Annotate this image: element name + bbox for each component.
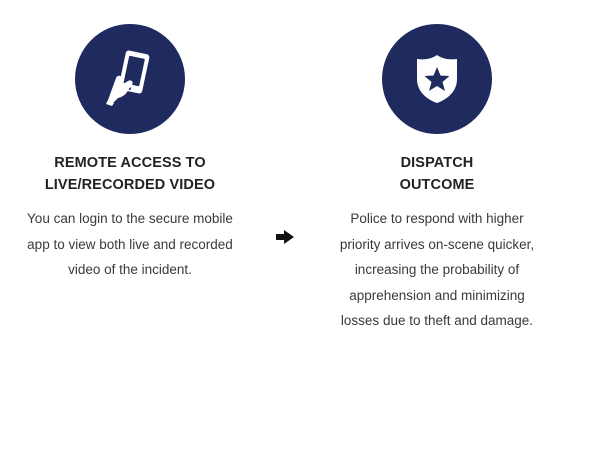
police-badge-icon	[413, 53, 461, 105]
remote-access-icon-circle	[75, 24, 185, 134]
dispatch-title	[322, 152, 552, 196]
remote-access-description: You can login to the secure mobile app to view both live and recorded video of the incident.	[27, 211, 233, 277]
remote-access-title-line2: LIVE/RECORDED VIDEO	[44, 177, 216, 193]
step-dispatch-outcome	[322, 24, 552, 334]
remote-access-title	[15, 152, 245, 196]
dispatch-icon-circle	[382, 24, 492, 134]
remote-access-title-line1: REMOTE ACCESS TO	[54, 155, 206, 171]
dispatch-title-line1: DISPATCH	[400, 155, 474, 171]
step-remote-access	[15, 24, 245, 283]
dispatch-description: Police to respond with higher priority arrives on-scene quicker, increasing the probability of apprehension and minimizing losses due to theft and damage.	[339, 211, 535, 328]
right-arrow-icon	[276, 230, 294, 244]
mobile-phone-hand-icon	[102, 48, 158, 110]
dispatch-title-line2: OUTCOME	[399, 177, 475, 193]
